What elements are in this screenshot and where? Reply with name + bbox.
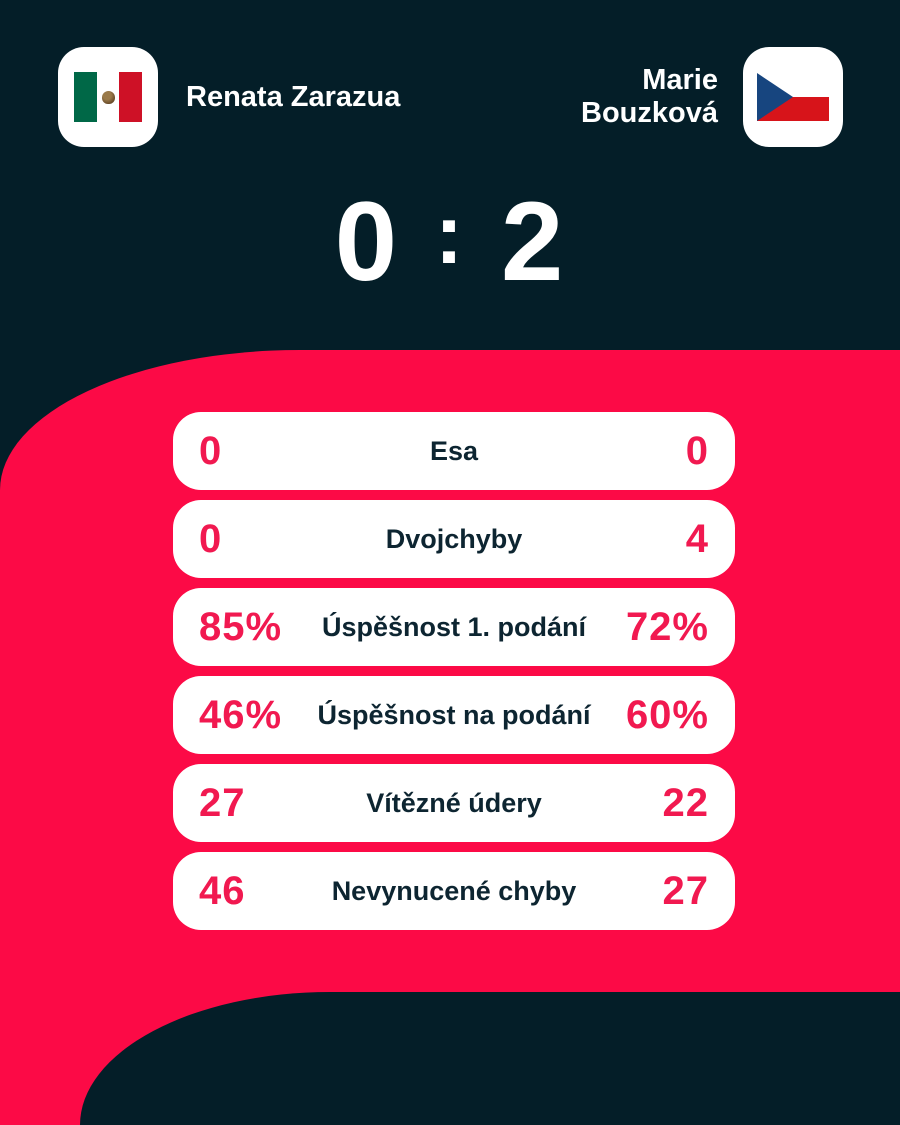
stat-row-dvojchyby [173, 500, 735, 578]
stat-row-uspesnost-1-podani [173, 588, 735, 666]
match-score [0, 179, 900, 304]
stat-value-left: 0 [199, 516, 223, 561]
stat-value-right: 4 [685, 516, 709, 561]
stat-label: Úspěšnost na podání [317, 699, 591, 730]
stat-label: Úspěšnost 1. podání [321, 611, 587, 642]
score-separator: : [435, 187, 465, 281]
stat-value-right: 72% [625, 604, 709, 649]
stat-label: Vítězné údery [366, 787, 542, 818]
stat-row-esa [173, 412, 735, 490]
player-right-name-line1: Marie [642, 64, 718, 96]
stat-value-left: 85% [199, 604, 283, 649]
score-right: 2 [500, 179, 566, 304]
score-left: 0 [334, 179, 399, 304]
stat-value-left: 46 [199, 868, 246, 913]
stat-row-nevynucene-chyby [173, 852, 735, 930]
player-left-flag-card [58, 47, 158, 147]
mexico-flag-white-stripe [97, 72, 120, 122]
stat-row-uspesnost-na-podani [173, 676, 735, 754]
mexico-flag-emblem [102, 91, 115, 104]
czech-flag-icon [757, 73, 829, 121]
mexico-flag-red-stripe [119, 72, 142, 122]
stat-label: Nevynucené chyby [331, 875, 577, 906]
player-left-name: Renata Zarazua [186, 80, 401, 113]
stat-value-right: 22 [662, 780, 709, 825]
stat-value-right: 27 [662, 868, 709, 913]
bottom-background-shape [80, 992, 900, 1125]
stats-list [173, 412, 735, 940]
stat-row-vitezne-udery [173, 764, 735, 842]
stat-label: Dvojchyby [385, 523, 523, 554]
stat-value-left: 0 [199, 428, 223, 473]
player-right-flag-card [743, 47, 843, 147]
stat-value-right: 0 [685, 428, 709, 473]
player-right-name [581, 47, 718, 147]
stat-value-right: 60% [625, 692, 709, 737]
player-right-name-line2: Bouzková [581, 97, 718, 129]
stat-value-left: 46% [199, 692, 283, 737]
stat-value-left: 27 [199, 780, 246, 825]
mexico-flag-icon [74, 72, 142, 122]
mexico-flag-green-stripe [74, 72, 97, 122]
stat-label: Esa [429, 435, 479, 466]
